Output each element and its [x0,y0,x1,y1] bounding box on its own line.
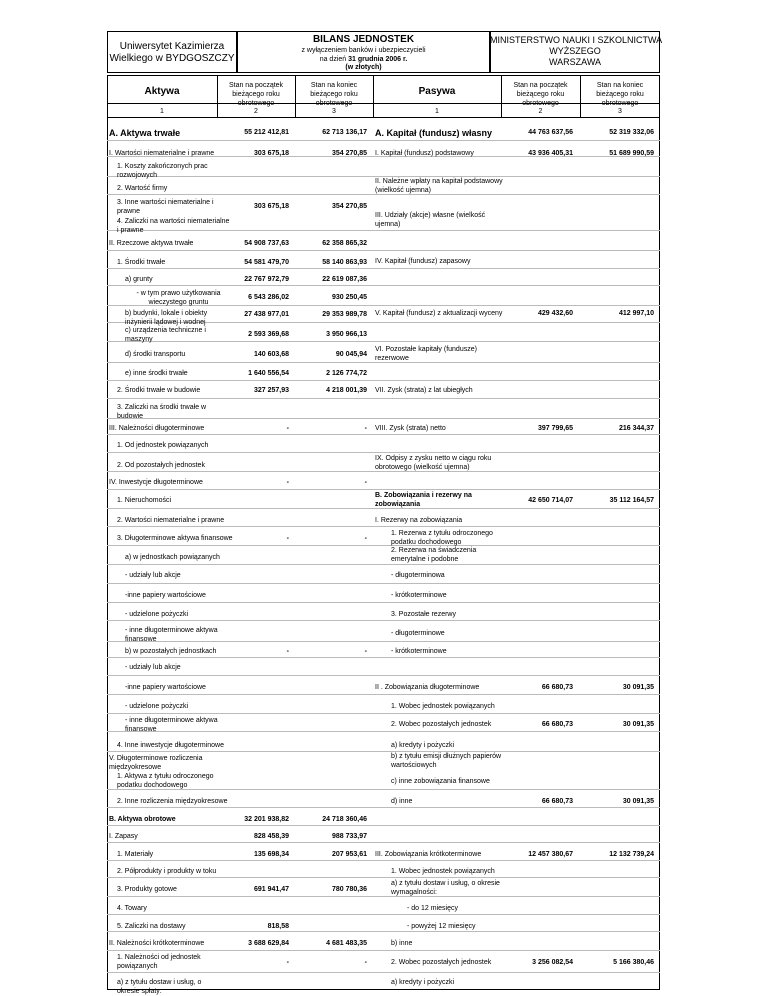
ministry-line3: WARSZAWA [549,57,601,67]
assets-start-value: 55 212 412,81 [244,129,289,136]
assets-end-value: 22 619 087,36 [322,276,367,283]
assets-row-label: 4. Inne inwestycje długoterminowe [117,742,225,749]
row-rule [107,972,660,973]
assets-row-label: 2. Półprodukty i produkty w toku [117,868,217,875]
liabilities-row-label: 1. Wobec jednostek powiązanych [391,868,495,875]
assets-start-value: 32 201 938,82 [244,816,289,823]
assets-row-label: d) środki transportu [125,351,186,358]
assets-start-value: 2 593 369,68 [248,331,289,338]
document-subtitle: z wyłączeniem banków i ubezpieczycieli [301,47,426,54]
assets-row-label: -inne papiery wartościowe [125,684,206,691]
assets-row-label: a) w jednostkach powiązanych [125,554,220,561]
liabilities-row-label: II. Należne wpłaty na kapitał podstawowy (wielkość ujemna) [375,178,503,194]
assets-row-label: 3. Produkty gotowe [117,886,177,893]
row-rule [107,914,660,915]
assets-row-label: -inne papiery wartościowe [125,592,206,599]
assets-row-label: 4. Towary [117,905,147,912]
liabilities-end-value: 216 344,37 [618,425,654,432]
assets-start-value: 22 767 972,79 [244,276,289,283]
liabilities-row-label: A. Kapitał (fundusz) własny [375,128,493,138]
liabilities-end-header: Stan na koniec bieżącego roku obrotowego [596,82,644,107]
row-rule [107,140,660,141]
assets-row-label: 1. Należności od jednostek powiązanych [117,954,201,970]
row-rule [107,398,660,399]
liabilities-start-header: Stan na początek bieżącego roku obrotowego [513,82,568,107]
assets-end-value: - [364,479,367,486]
assets-end-value: - [364,535,367,542]
row-rule [107,250,660,251]
liabilities-start-value: 429 432,60 [537,310,573,317]
row-rule [107,434,660,435]
assets-end-value: 354 270,85 [331,150,367,157]
assets-end-value: 930 250,45 [331,294,367,301]
assets-row-label: 4. Zaliczki na wartości niematerialne i prawne [117,218,230,234]
assets-row-label: - udziały lub akcje [125,664,181,671]
assets-start-header: Stan na początek bieżącego roku obrotowego [228,82,284,107]
liabilities-row-label: d) inne [391,798,413,805]
assets-end-value: 62 358 865,32 [322,240,367,247]
assets-header: Aktywa [144,86,180,97]
row-rule [107,380,660,381]
col-num-assets-end: 3 [332,108,336,115]
liabilities-row-label: II . Zobowiązania długoterminowe [375,684,480,691]
liabilities-start-value: 43 936 405,31 [528,150,573,157]
assets-end-value: 58 140 863,93 [322,259,367,266]
institution-name-line1: Uniwersytet Kazimierza [119,41,225,52]
assets-end-value: 4 218 001,39 [326,387,367,394]
document-date-prefix: na dzień [319,56,349,63]
row-rule [107,713,660,714]
assets-start-value: 1 640 556,54 [248,370,289,377]
assets-row-label: IV. Inwestycje długoterminowe [109,479,203,486]
liabilities-row-label: - krótkoterminowe [391,648,447,655]
row-rule [107,657,660,658]
assets-row-label: - udziały lub akcje [125,572,181,579]
row-rule [107,825,660,826]
assets-row-label: II. Należności krótkoterminowe [109,940,205,947]
assets-end-value: 354 270,85 [331,203,367,210]
assets-row-label: b) budynki, lokale i obiekty inżynierii lądowej i wodnej [125,310,208,326]
assets-start-value: - [286,425,289,432]
row-rule [107,675,660,676]
currency-note: (w złotych) [345,64,382,71]
assets-start-value: - [286,648,289,655]
liabilities-row-label: VII. Zysk (strata) z lat ubiegłych [375,387,473,394]
liabilities-row-label: V. Kapitał (fundusz) z aktualizacji wyceny [375,310,503,317]
liabilities-row-label: b) inne [391,940,413,947]
liabilities-end-value: 30 091,35 [622,721,654,728]
header-rule [107,117,660,118]
assets-start-value: 828 458,39 [253,833,289,840]
liabilities-row-label: 2. Wobec pozostałych jednostek [391,721,492,728]
assets-row-label: 3. Zaliczki na środki trwałe w budowie [117,404,207,420]
assets-end-value: 780 780,36 [331,886,367,893]
liabilities-header: Pasywa [418,86,456,97]
liabilities-row-label: b) z tytułu emisji dłużnych papierów wartościowych [391,753,502,769]
row-rule [107,583,660,584]
assets-end-value: - [364,648,367,655]
assets-start-value: 327 257,93 [253,387,289,394]
assets-row-label: A. Aktywa trwałe [109,128,181,138]
assets-start-value: 54 581 479,70 [244,259,289,266]
liabilities-end-value: 52 319 332,06 [609,129,654,136]
liabilities-end-value: 412 997,10 [618,310,654,317]
liabilities-row-label: 2. Rezerwa na świadczenia emerytalne i podobne [391,547,477,563]
assets-start-value: - [286,959,289,966]
assets-row-label: 3. Długoterminowe aktywa finansowe [117,535,233,542]
liabilities-row-label: - powyżej 12 miesięcy [407,923,476,930]
assets-row-label: a) z tytułu dostaw i usług, o okresie spłaty: [117,979,202,995]
liabilities-row-label: c) inne zobowiązania finansowe [391,778,490,785]
row-rule [107,452,660,453]
assets-row-label: - udzielone pożyczki [125,703,189,710]
liabilities-row-label: III. Udziały (akcje) własne (wielkość ujemna) [375,212,486,228]
liabilities-end-value: 5 166 380,46 [613,959,654,966]
liabilities-end-value: 12 132 739,24 [609,851,654,858]
liabilities-row-label: 1. Rezerwa z tytułu odroczonego podatku dochodowego [391,530,493,546]
assets-start-value: 140 603,68 [253,351,289,358]
ministry-line2: WYŻSZEGO [549,46,601,56]
assets-row-label: 1. Od jednostek powiązanych [117,442,209,449]
assets-row-label: 2. Środki trwałe w budowie [117,387,201,394]
assets-end-value: 2 126 774,72 [326,370,367,377]
assets-start-value: 691 941,47 [253,886,289,893]
assets-end-value: 62 713 136,17 [322,129,367,136]
col-num-assets: 1 [160,108,164,115]
col-num-liabilities: 1 [435,108,439,115]
liabilities-row-label: VI. Pozostałe kapitały (fundusze) rezerwowe [375,346,477,362]
assets-end-header: Stan na koniec bieżącego roku obrotowego [310,82,358,107]
liabilities-start-value: 3 256 082,54 [532,959,573,966]
assets-end-value: 24 718 360,46 [322,816,367,823]
assets-start-value: 54 908 737,63 [244,240,289,247]
assets-row-label: 1. Aktywa z tytułu odroczonego podatku dochodowego [117,773,214,789]
liabilities-row-label: B. Zobowiązania i rezerwy na zobowiązania [375,492,472,508]
row-rule [107,842,660,843]
row-rule [107,285,660,286]
row-rule [107,602,660,603]
row-rule [107,877,660,878]
assets-row-label: 5. Zaliczki na dostawy [117,923,186,930]
assets-row-label: I. Zapasy [109,833,138,840]
assets-end-value: 207 953,61 [331,851,367,858]
row-rule [107,931,660,932]
assets-start-value: 27 438 977,01 [244,311,289,318]
row-rule [107,807,660,808]
liabilities-end-value: 30 091,35 [622,684,654,691]
assets-row-label: b) w pozostałych jednostkach [125,648,217,655]
liabilities-start-value: 42 650 714,07 [528,497,573,504]
liabilities-row-label: III. Zobowiązania krótkoterminowe [375,851,482,858]
col-num-assets-start: 2 [254,108,258,115]
assets-end-value: - [364,959,367,966]
row-rule [107,526,660,527]
liabilities-row-label: VIII. Zysk (strata) netto [375,425,446,432]
ministry-line1: MINISTERSTWO NAUKI I SZKOLNICTWA [490,35,663,45]
assets-row-label: 2. Wartość firmy [117,185,168,192]
document-title: BILANS JEDNOSTEK [312,34,415,45]
assets-start-value: 135 698,34 [253,851,289,858]
assets-row-label: B. Aktywa obrotowe [109,816,176,823]
liabilities-row-label: 2. Wobec pozostałych jednostek [391,959,492,966]
col-num-liabilities-start: 2 [538,108,543,115]
assets-start-value: 3 688 629,84 [248,940,289,947]
liabilities-end-value: 35 112 164,57 [609,497,654,504]
assets-row-label: III. Należności długoterminowe [109,425,205,432]
assets-row-label: a) grunty [125,276,153,283]
row-rule [107,896,660,897]
assets-row-label: - w tym prawo użytkowania wieczystego gruntu [136,290,221,306]
row-rule [107,950,660,951]
assets-start-value: 818,58 [267,923,289,930]
liabilities-end-value: 51 689 990,59 [609,150,654,157]
assets-row-label: I. Wartości niematerialne i prawne [109,150,215,157]
liabilities-start-value: 12 457 380,67 [528,851,573,858]
assets-end-value: 90 045,94 [335,351,367,358]
row-rule [107,694,660,695]
row-rule [107,751,660,752]
assets-start-value: 6 543 286,02 [248,294,289,301]
assets-row-label: 2. Wartości niematerialne i prawne [117,517,225,524]
assets-start-value: - [286,479,289,486]
row-rule [107,860,660,861]
assets-end-value: 3 950 966,13 [326,331,367,338]
liabilities-row-label: a) kredyty i pożyczki [391,742,455,749]
liabilities-end-value: 30 091,35 [622,798,654,805]
row-rule [107,564,660,565]
liabilities-row-label: a) kredyty i pożyczki [391,979,455,986]
liabilities-row-label: I. Rezerwy na zobowiązania [375,517,463,524]
assets-row-label: 1. Materiały [117,851,154,858]
liabilities-start-value: 66 680,73 [541,798,573,805]
assets-row-label: 2. Od pozostałych jednostek [117,462,205,469]
row-rule [107,545,660,546]
assets-start-value: 303 675,18 [253,150,289,157]
assets-end-value: - [364,425,367,432]
document-date: 31 grudnia 2006 r. [348,56,408,63]
assets-row-label: 1. Środki trwałe [117,259,166,266]
row-rule [107,268,660,269]
liabilities-start-value: 66 680,73 [541,684,573,691]
row-rule [107,489,660,490]
assets-end-value: 4 681 483,35 [326,940,367,947]
liabilities-row-label: 3. Pozostałe rezerwy [391,611,456,618]
assets-row-label: 1. Koszty zakończonych prac rozwojowych [117,163,208,179]
assets-row-label: 1. Nieruchomości [117,497,172,504]
liabilities-row-label: - długoterminowa [391,572,445,579]
liabilities-row-label: a) z tytułu dostaw i usług, o okresie wymagalności: [391,880,500,896]
institution-name-line2: Wielkiego w BYDGOSZCZY [109,53,235,64]
liabilities-start-value: 66 680,73 [541,721,573,728]
assets-row-label: V. Długoterminowe rozliczenia międzyokresowe [109,755,203,771]
liabilities-row-label: 1. Wobec jednostek powiązanych [391,703,495,710]
col-num-liabilities-end: 3 [618,108,622,115]
liabilities-row-label: I. Kapitał (fundusz) podstawowy [375,150,474,157]
liabilities-start-value: 397 799,65 [537,425,573,432]
liabilities-row-label: - długoterminowe [391,630,445,637]
assets-end-value: 29 353 989,78 [322,311,367,318]
assets-row-label: e) inne środki trwałe [125,370,188,377]
assets-row-label: 3. Inne wartości niematerialne i prawne [117,199,214,215]
assets-row-label: - inne długoterminowe aktywa finansowe [125,627,218,643]
assets-row-label: II. Rzeczowe aktywa trwałe [109,240,194,247]
row-rule [107,620,660,621]
liabilities-row-label: - krótkoterminowe [391,592,447,599]
assets-row-label: - udzielone pożyczki [125,611,189,618]
liabilities-row-label: IX. Odpisy z zysku netto w ciągu roku obrotowego (wielkość ujemna) [375,455,492,471]
liabilities-row-label: - do 12 miesięcy [407,905,458,912]
assets-start-value: 303 675,18 [253,203,289,210]
liabilities-start-value: 44 763 637,56 [528,129,573,136]
assets-row-label: - inne długoterminowe aktywa finansowe [125,717,218,733]
liabilities-row-label: IV. Kapitał (fundusz) zapasowy [375,258,471,265]
assets-end-value: 988 733,97 [331,833,367,840]
assets-row-label: c) urządzenia techniczne i maszyny [125,327,206,343]
assets-row-label: 2. Inne rozliczenia międzyokresowe [117,798,228,805]
assets-start-value: - [286,535,289,542]
